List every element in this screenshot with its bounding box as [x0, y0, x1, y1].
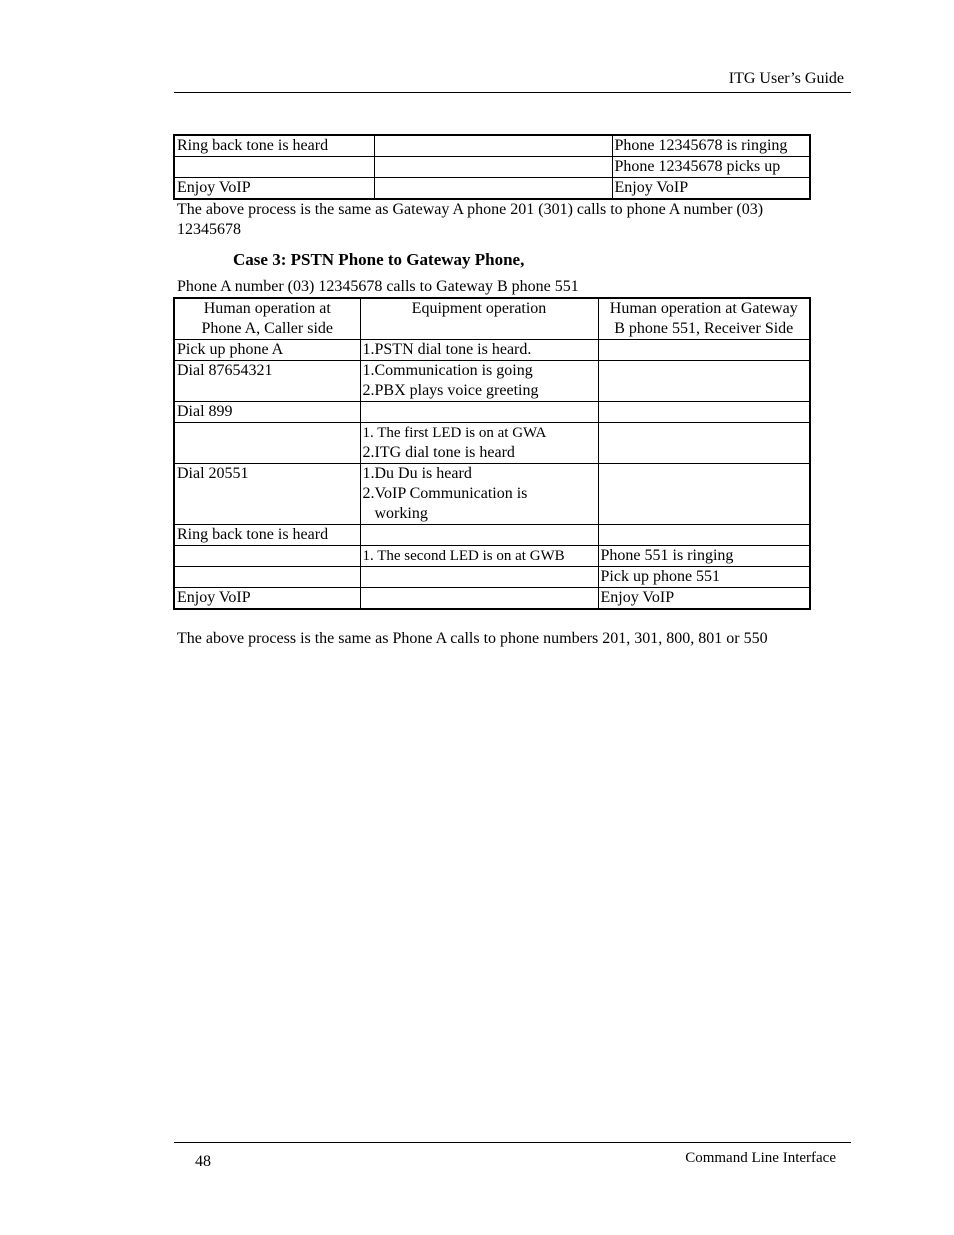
cell-line: 1. The second LED is on at GWB	[362, 548, 565, 564]
table-cell: Enjoy VoIP	[174, 178, 374, 200]
table-cell	[174, 157, 374, 178]
table-row	[174, 402, 810, 423]
table-cell	[174, 588, 360, 610]
table-row	[174, 567, 810, 588]
table-cell	[598, 402, 810, 423]
header-line: B phone 551, Receiver Side	[614, 320, 794, 337]
table-cell	[174, 525, 360, 546]
table-cell	[598, 340, 810, 361]
table-header-row	[174, 298, 810, 340]
table-cell	[174, 464, 360, 525]
footer-rule	[174, 1142, 851, 1143]
table-cell	[174, 546, 360, 567]
table-cell	[360, 588, 598, 610]
cell-line: 1.Du Du is heard	[362, 465, 472, 482]
header-line: Human operation at	[203, 300, 331, 317]
cell-line: Dial 899	[177, 403, 233, 420]
table-cell	[174, 340, 360, 361]
cell-line: 2.PBX plays voice greeting	[362, 382, 539, 399]
table-cell	[360, 567, 598, 588]
paragraph-process-note	[177, 200, 763, 240]
table-row	[174, 340, 810, 361]
column-header-equipment	[360, 298, 598, 340]
cell-line: 1. The first LED is on at GWA	[362, 425, 547, 441]
table-cell	[598, 546, 810, 567]
table-cell: Phone 12345678 is ringing	[612, 135, 810, 157]
table-cell	[374, 135, 612, 157]
table-cell	[598, 464, 810, 525]
table-cell	[374, 178, 612, 200]
cell-line: Ring back tone is heard	[177, 526, 329, 543]
column-header-caller	[174, 298, 360, 340]
table-cell	[598, 588, 810, 610]
table-case3	[173, 297, 811, 610]
table-cell: Ring back tone is heard	[174, 135, 374, 157]
table-cell	[360, 340, 598, 361]
table-row	[174, 546, 810, 567]
paragraph-case3-note: The above process is the same as Phone A calls to phone numbers 201, 301, 800, 801 or 550	[177, 630, 768, 647]
table-row	[174, 157, 810, 178]
table-cell: Phone 12345678 picks up	[612, 157, 810, 178]
cell-line: 2.ITG dial tone is heard	[362, 444, 515, 461]
table-row	[174, 361, 810, 402]
header-line: Equipment operation	[411, 300, 547, 317]
table-cell	[360, 423, 598, 464]
header-line: Phone A, Caller side	[201, 320, 334, 337]
page-number: 48	[195, 1153, 211, 1170]
table-cell	[598, 361, 810, 402]
table-cell	[360, 402, 598, 423]
table-row	[174, 588, 810, 610]
table-cell	[360, 525, 598, 546]
table-cell	[174, 402, 360, 423]
cell-line: Pick up phone A	[177, 341, 284, 358]
table-cell	[174, 567, 360, 588]
table-row	[174, 423, 810, 464]
table-cell	[360, 546, 598, 567]
cell-line: Enjoy VoIP	[600, 589, 675, 606]
table-cell	[174, 423, 360, 464]
table-row	[174, 178, 810, 200]
running-header-title: ITG User’s Guide	[728, 70, 844, 87]
paragraph-line: The above process is the same as Gateway A phone 201 (301) calls to phone A number (03)	[177, 201, 764, 218]
table-cell: Enjoy VoIP	[612, 178, 810, 200]
cell-line: Enjoy VoIP	[177, 589, 251, 606]
cell-line: Phone 551 is ringing	[600, 547, 734, 564]
cell-line: 1.PSTN dial tone is heard.	[362, 341, 532, 358]
cell-line: 2.VoIP Communication is	[362, 485, 528, 502]
cell-line: Pick up phone 551	[600, 568, 721, 585]
cell-line: Dial 87654321	[177, 362, 273, 379]
column-header-receiver	[598, 298, 810, 340]
table-row	[174, 464, 810, 525]
cell-line: 1.Communication is going	[362, 362, 533, 379]
header-line: Human operation at Gateway	[609, 300, 798, 317]
table-row	[174, 525, 810, 546]
table-cell	[174, 361, 360, 402]
footer-section-title: Command Line Interface	[685, 1150, 836, 1166]
table-row	[174, 135, 810, 157]
table-continuation	[173, 134, 811, 200]
cell-line: working	[362, 505, 428, 522]
table-cell	[598, 423, 810, 464]
case3-caption: Phone A number (03) 12345678 calls to Gateway B phone 551	[177, 278, 579, 295]
table-cell	[360, 361, 598, 402]
paragraph-line: 12345678	[177, 221, 241, 238]
table-cell	[598, 567, 810, 588]
table-cell	[360, 464, 598, 525]
table-cell	[374, 157, 612, 178]
cell-line: Dial 20551	[177, 465, 249, 482]
table-cell	[598, 525, 810, 546]
case3-heading: Case 3: PSTN Phone to Gateway Phone,	[233, 250, 525, 269]
header-rule	[174, 92, 851, 93]
